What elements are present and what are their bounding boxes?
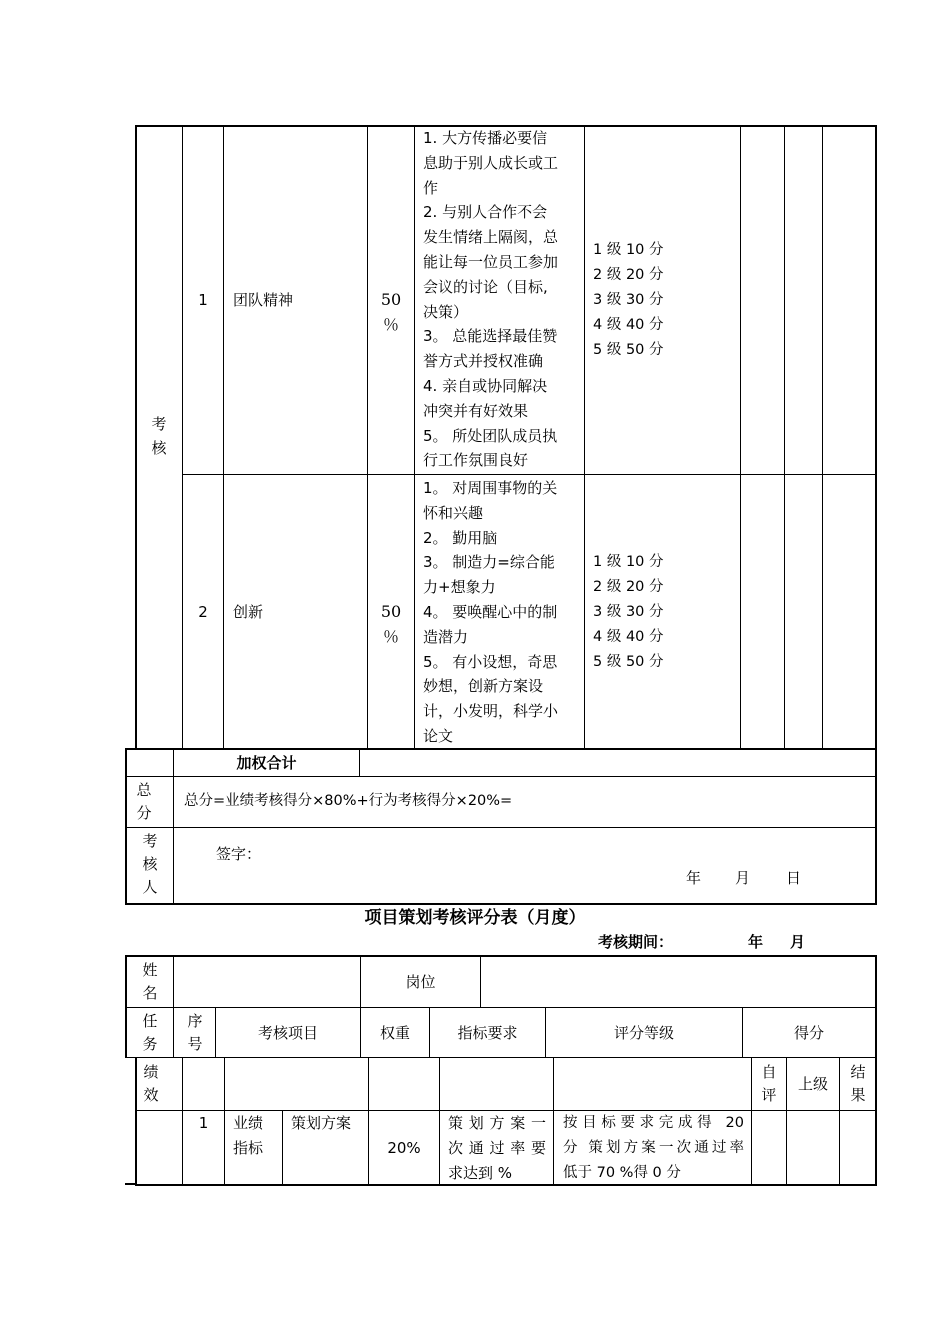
position-field[interactable] <box>481 957 875 1007</box>
row-1-weight: 50 ％ <box>380 290 402 334</box>
reviewer-label: 考 核 人 <box>142 832 158 896</box>
lower-row-weight: 20% <box>387 1139 421 1157</box>
self-eval-label: 自 评 <box>761 1063 777 1104</box>
row-1-grades: 1 级 10 分 2 级 20 分 3 级 30 分 4 级 40 分 5 级 50 分 <box>593 242 664 358</box>
row-2-item: 创新 <box>233 603 264 621</box>
weight-header: 权重 <box>379 1024 410 1042</box>
period-year: 年 <box>748 933 764 951</box>
row-2-index: 2 <box>198 603 208 621</box>
period-label: 考核期间： <box>598 933 674 951</box>
superior-label: 上级 <box>797 1075 828 1093</box>
weighted-total-label: 加权合计 <box>236 754 297 772</box>
period-month: 月 <box>790 933 806 951</box>
row-1-index: 1 <box>198 291 208 309</box>
row-2-grades: 1 级 10 分 2 级 20 分 3 级 30 分 4 级 40 分 5 级 50 分 <box>593 554 664 670</box>
total-formula: 总分=业绩考核得分×80%+行为考核得分×20%= <box>184 793 513 809</box>
row-2-requirements: 1。 对周围事物的关 怀和兴趣 2。 勤用脑 3。 制造力=综合能 力+想象力 4。 要唤醒心中的制 造潜力 5。 有小设想，奇思 妙想，创新方案设 计，小发明，科学小 论文 <box>423 479 559 745</box>
score-header: 得分 <box>793 1024 824 1042</box>
seq-label: 序 号 <box>187 1012 203 1053</box>
row-1-requirements: 1. 大方传播必要信 息助于别人成长或工 作 2. 与别人合作不会 发生情绪上隔阂，总 能让每一位员工参加 会议的讨论（目标, 决策） 3。 总能选择最佳赞 誉方式并授权准确 4. 亲自或协同解决 冲突并有好效果 5。 所处团队成员执 行工作氛围良好 <box>423 129 559 470</box>
row-1-item: 团队精神 <box>233 291 294 309</box>
performance-label: 绩 效 <box>143 1063 159 1104</box>
date-month: 月 <box>735 869 751 887</box>
form-title: 项目策划考核评分表（月度） <box>364 908 586 928</box>
lower-row-requirement: 策划方案一 次通过率要 求达到 % <box>448 1114 546 1182</box>
requirement-header: 指标要求 <box>457 1024 518 1042</box>
date-year: 年 <box>686 869 702 887</box>
date-day: 日 <box>786 869 802 887</box>
item-header: 考核项目 <box>257 1024 318 1042</box>
total-label: 总 分 <box>136 781 152 822</box>
lower-row-item: 策划方案 <box>291 1114 352 1132</box>
lower-row-index: 1 <box>198 1114 209 1132</box>
side-label: 考 核 <box>151 415 167 457</box>
grade-header: 评分等级 <box>613 1024 674 1042</box>
name-field[interactable] <box>174 957 360 1007</box>
row-2-weight: 50 ％ <box>380 602 402 646</box>
lower-row-grade: 按目标要求完成得 20 分 策划方案一次通过率 低于 70 %得 0 分 <box>563 1115 744 1181</box>
name-label: 姓 名 <box>142 961 158 1002</box>
result-label: 结 果 <box>850 1063 866 1104</box>
task-label: 任 务 <box>142 1012 158 1053</box>
position-label: 岗位 <box>405 973 436 991</box>
lower-row-category: 业绩 指标 <box>233 1114 264 1157</box>
signature-label: 签字： <box>216 845 262 863</box>
